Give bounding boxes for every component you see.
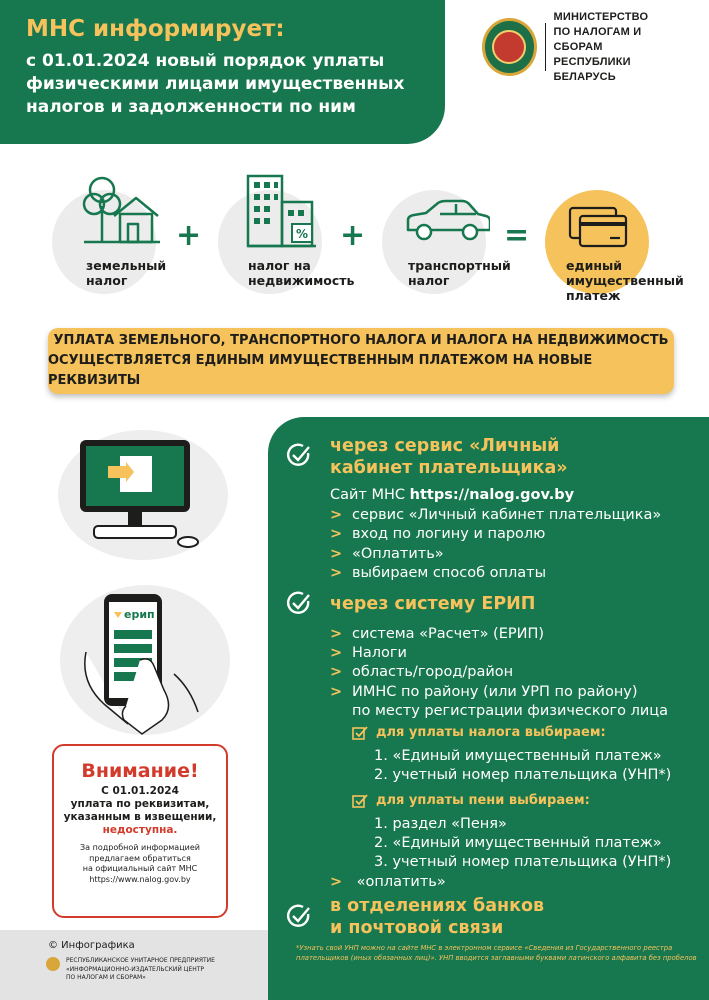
checkbox-icon xyxy=(352,793,368,809)
warning-site-link[interactable]: https://www.nalog.gov.by xyxy=(89,874,191,884)
penalty-choice-item: 1. раздел «Пеня» xyxy=(374,816,507,832)
footer-publisher xyxy=(0,930,268,1000)
phone-erip-icon xyxy=(78,590,208,736)
check-icon xyxy=(286,442,312,468)
penalty-choice-heading: для уплаты пени выбираем: xyxy=(376,793,590,808)
section-bank-title: в отделениях банков и почтовой связи xyxy=(330,896,545,938)
erip-final-step: > «оплатить» xyxy=(330,874,446,890)
payment-methods-panel xyxy=(268,417,709,1000)
header-title: МНС информирует: xyxy=(26,16,285,42)
publisher-emblem-icon xyxy=(46,957,60,971)
warning-title: Внимание! xyxy=(81,760,199,782)
info-banner: УПЛАТА ЗЕМЕЛЬНОГО, ТРАНСПОРТНОГО НАЛОГА И НАЛОГА НА НЕДВИЖИМОСТЬ ОСУЩЕСТВЛЯЕТСЯ ЕДИНЫМ ИМУЩЕСТВЕННЫМ ПЛАТЕЖОМ НА НОВЫЕ РЕКВИЗИТЫ xyxy=(48,328,674,394)
emblem-icon xyxy=(482,18,537,76)
tax-choice-item: 1. «Единый имущественный платеж» xyxy=(374,748,662,764)
header-subtitle: с 01.01.2024 новый порядок уплаты физическими лицами имущественных налогов и задолженности по ним xyxy=(26,51,405,117)
land-tax-label: земельный налог xyxy=(86,258,167,288)
single-payment-label: единый имущественный платеж xyxy=(566,258,684,303)
svg-text:%: % xyxy=(296,227,309,241)
erip-step-continuation: по месту регистрации физического лица xyxy=(352,703,669,719)
computer-monitor-icon xyxy=(76,436,204,552)
erip-step: > Налоги xyxy=(330,645,407,661)
warning-box: Внимание! С 01.01.2024 уплата по реквизитам, указанным в извещении, недоступна. За подробной информацией предлагаем обратиться на официальный сайт МНС https://www.nalog.gov.by xyxy=(52,744,228,918)
transport-tax-label: транспортный налог xyxy=(408,258,511,288)
cabinet-step: > выбираем способ оплаты xyxy=(330,565,547,581)
plus-sign: + xyxy=(340,218,366,253)
erip-step: > система «Расчет» (ЕРИП) xyxy=(330,626,545,642)
ministry-name: МИНИСТЕРСТВО ПО НАЛОГАМ И СБОРАМ РЕСПУБЛИКИ БЕЛАРУСЬ xyxy=(553,10,649,83)
penalty-choice-item: 2. «Единый имущественный платеж» xyxy=(374,835,662,851)
checkbox-icon xyxy=(352,725,368,741)
erip-step: > ИМНС по району (или УРП по району) xyxy=(330,684,638,700)
car-icon xyxy=(404,198,490,244)
check-icon xyxy=(286,590,312,616)
erip-step: > область/город/район xyxy=(330,664,514,680)
ministry-logo xyxy=(482,10,687,83)
building-icon xyxy=(244,172,320,250)
warning-unavailable: недоступна. xyxy=(102,824,178,836)
cabinet-step: > «Оплатить» xyxy=(330,546,444,562)
footnote: *Узнать свой УНП можно на сайте МНС в электронном сервисе «Сведения из Государственного реестра плательщиков (иных обязанных лиц)». УНП вводится заглавными буквами латинского алфавита без пробелов xyxy=(296,944,697,962)
section-cabinet-title: через сервис «Личный кабинет плательщика» xyxy=(330,436,568,478)
site-line: Сайт МНС https://nalog.gov.by xyxy=(330,487,575,503)
equals-sign: = xyxy=(504,218,530,253)
tax-choice-item: 2. учетный номер плательщика (УНП*) xyxy=(374,767,672,783)
copyright: © Инфографика xyxy=(48,940,135,951)
header-banner xyxy=(0,0,445,144)
house-tree-icon xyxy=(80,170,164,246)
cabinet-step: > вход по логину и паролю xyxy=(330,526,546,542)
warning-details: За подробной информацией предлагаем обратиться на официальный сайт МНС https://www.nalog.gov.by xyxy=(54,843,226,885)
cabinet-step: > сервис «Личный кабинет плательщика» xyxy=(330,507,662,523)
cards-icon xyxy=(566,204,630,250)
site-link[interactable]: https://nalog.gov.by xyxy=(409,487,575,503)
property-tax-label: налог на недвижимость xyxy=(248,258,355,288)
penalty-choice-item: 3. учетный номер плательщика (УНП*) xyxy=(374,854,672,870)
erip-app-label: ерип xyxy=(124,608,155,621)
section-erip-title: через систему ЕРИП xyxy=(330,594,536,614)
check-icon xyxy=(286,903,312,929)
plus-sign: + xyxy=(176,218,202,253)
publisher-name: РЕСПУБЛИКАНСКОЕ УНИТАРНОЕ ПРЕДПРИЯТИЕ «ИНФОРМАЦИОННО-ИЗДАТЕЛЬСКИЙ ЦЕНТР ПО НАЛОГАМ И СБОРАМ» xyxy=(66,957,215,981)
tax-choice-heading: для уплаты налога выбираем: xyxy=(376,725,606,740)
